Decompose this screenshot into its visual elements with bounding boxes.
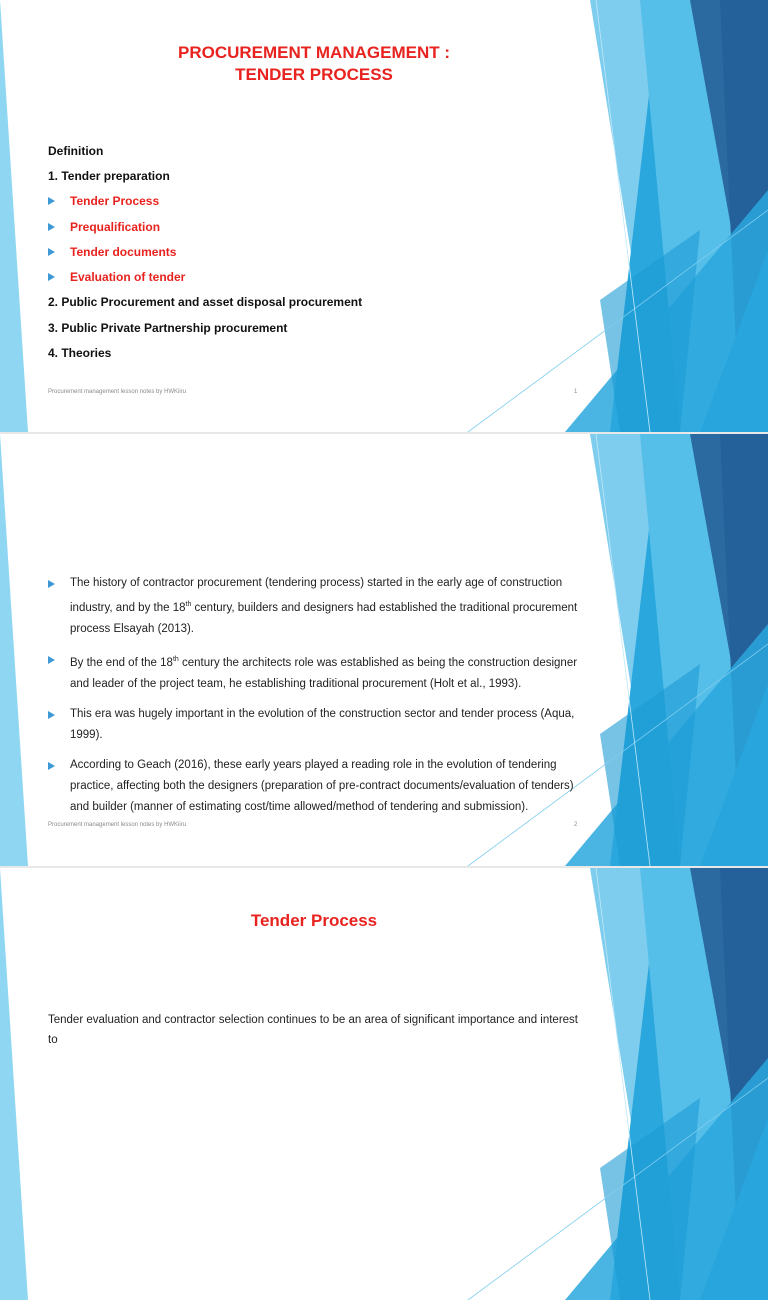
outline-item xyxy=(48,290,568,315)
bullet-arrow-icon xyxy=(48,762,55,770)
bullet-item xyxy=(48,704,578,746)
bullet-text-part: century the architects role was established as being the construction designer and leader of the project team, he establishing traditional procurement (Holt et al., 1993). xyxy=(70,656,578,690)
outline-item-text: 1. Tender preparation xyxy=(48,168,170,183)
outline-item xyxy=(48,214,568,239)
slide-1 xyxy=(0,0,768,432)
bullet-text-part: According to Geach (2016), these early years played a reading role in the evolution of tendering practice, affecting both the designers (preparation of pre-contract documents/evaluation of tenders) and builder (manner of estimating cost/time allowed/method of tendering and submission). xyxy=(70,758,574,813)
outline-list xyxy=(48,138,568,366)
outline-item xyxy=(48,189,568,214)
slide-title-line1: PROCUREMENT MANAGEMENT : xyxy=(178,43,450,62)
bullet-text xyxy=(70,573,578,640)
superscript: th xyxy=(172,655,179,663)
superscript: th xyxy=(185,601,192,608)
bullet-item xyxy=(48,755,578,818)
page-number: 2 xyxy=(574,822,578,828)
outline-item-text: Evaluation of tender xyxy=(70,270,186,285)
bullet-arrow-icon xyxy=(48,197,55,205)
page-number: 1 xyxy=(574,389,578,395)
bullet-arrow-icon xyxy=(48,711,55,719)
outline-item xyxy=(48,264,568,289)
outline-item-text: Tender Process xyxy=(70,194,160,209)
outline-item xyxy=(48,163,568,188)
bullet-text xyxy=(70,704,578,746)
bullet-arrow-icon xyxy=(48,580,55,588)
slide-title: Tender Process xyxy=(250,911,378,930)
bullet-item xyxy=(48,573,578,640)
outline-item-text: 3. Public Private Partnership procurement xyxy=(48,320,288,335)
outline-item xyxy=(48,315,568,340)
slide-title-line2: TENDER PROCESS xyxy=(235,65,393,84)
bullet-item xyxy=(48,649,578,695)
bullet-text-part: The history of contractor procurement (tendering process) started in the early age of construction industry, and by the 18 xyxy=(70,577,563,614)
bullet-arrow-icon xyxy=(48,223,55,231)
bullet-list xyxy=(48,573,578,827)
outline-item-text: 4. Theories xyxy=(48,346,112,361)
bullet-arrow-icon xyxy=(48,656,55,664)
bullet-arrow-icon xyxy=(48,273,55,281)
outline-item-text: Definition xyxy=(48,143,104,158)
bullet-text-part: This era was hugely important in the evolution of the construction sector and tender process (Aqua, 1999). xyxy=(70,707,575,741)
outline-item-text: 2. Public Procurement and asset disposal procurement xyxy=(48,295,363,310)
outline-item-text: Prequalification xyxy=(70,219,161,234)
bullet-text xyxy=(70,649,578,695)
bullet-arrow-icon xyxy=(48,248,55,256)
slide-footer: Procurement management lesson notes by HWKiiru xyxy=(48,822,187,828)
bullet-text-part: By the end of the 18 xyxy=(70,656,173,669)
bullet-text xyxy=(70,755,578,818)
slide-title xyxy=(0,42,628,86)
bullet-text-part: century, builders and designers had established the traditional procurement process Elsayah (2013). xyxy=(70,601,578,635)
slide-paragraph: Tender evaluation and contractor selection continues to be an area of significant importance and interest to xyxy=(48,1014,578,1046)
slide-footer: Procurement management lesson notes by HWKiiru xyxy=(48,389,187,395)
outline-item xyxy=(48,340,568,365)
slide-3 xyxy=(0,868,768,1300)
outline-item-text: Tender documents xyxy=(70,244,177,259)
outline-item xyxy=(48,239,568,264)
slide-decoration xyxy=(0,868,768,1300)
outline-item xyxy=(48,138,568,163)
